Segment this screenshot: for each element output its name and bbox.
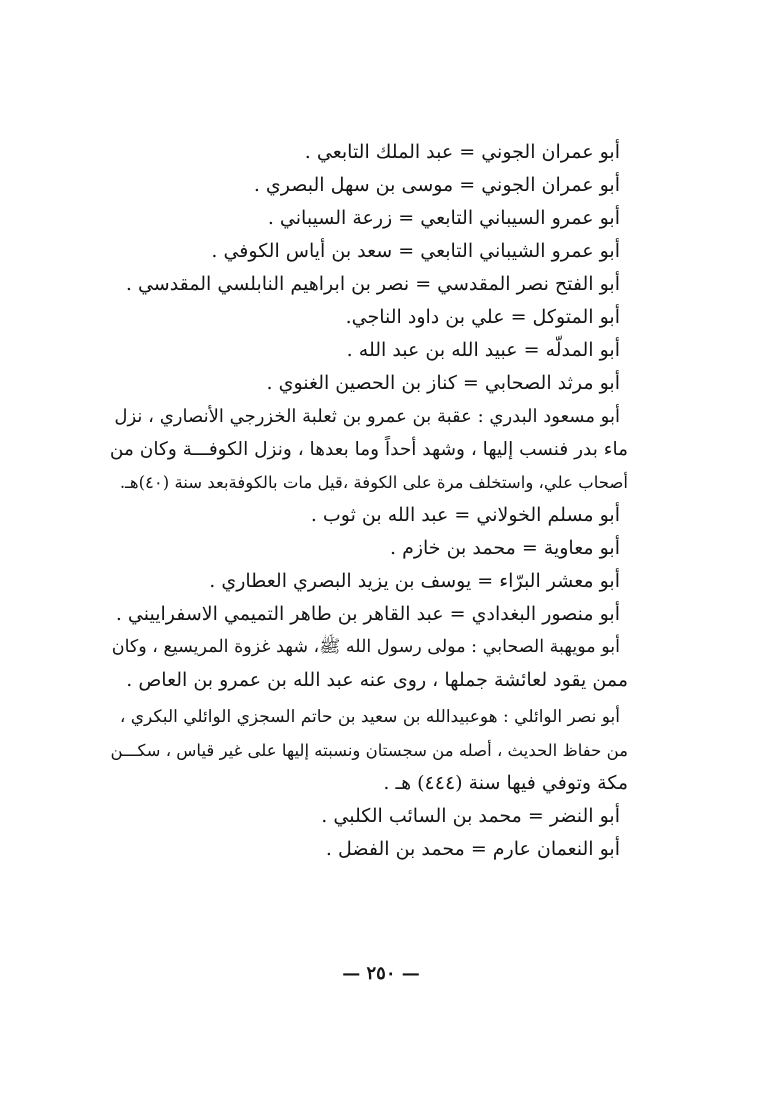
- entry-line: أبو النضر = محمد بن السائب الكلبي .: [321, 805, 620, 827]
- paragraph-line: أصحاب علي، واستخلف مرة على الكوفة ،قيل مات بالكوفةبعد سنة (٤٠)هـ.: [119, 473, 628, 492]
- entry-line: أبو معاوية = محمد بن خازم .: [390, 537, 620, 559]
- entry-line: أبو عمران الجوني = عبد الملك التابعي .: [304, 141, 620, 163]
- entry-line: أبو المدلّه = عبيد الله بن عبد الله .: [346, 339, 620, 361]
- entry-line: أبو النعمان عارم = محمد بن الفضل .: [325, 838, 620, 860]
- entry-line: أبو مسلم الخولاني = عبد الله بن ثوب .: [310, 504, 620, 526]
- entry-line: أبو مرثد الصحابي = كناز بن الحصين الغنوي .: [266, 372, 620, 394]
- paragraph-line: أبو مسعود البدري : عقبة بن عمرو بن ثعلبة الخزرجي الأنصاري ، نزل: [114, 406, 620, 427]
- paragraph-line: ماء بدر فنسب إليها ، وشهد أحداً وما بعدها ، ونزل الكوفـــة وكان من: [109, 439, 628, 460]
- paragraph-line: من حفاظ الحديث ، أصله من سجستان ونسبته إليها على غير قياس ، سكـــن: [110, 741, 628, 760]
- paragraph-line: مكة وتوفي فيها سنة (٤٤٤) هـ .: [383, 772, 628, 794]
- paragraph-line: أبو مويهبة الصحابي : مولى رسول الله ﷺ، شهد غزوة المريسيع ، وكان: [111, 637, 620, 657]
- entry-line: أبو عمرو الشيباني التابعي = سعد بن أياس الكوفي .: [211, 240, 620, 262]
- paragraph-line: ممن يقود لعائشة جملها ، روى عنه عبد الله بن عمرو بن العاص .: [126, 669, 628, 691]
- entry-line: أبو الفتح نصر المقدسي = نصر بن ابراهيم النابلسي المقدسي .: [125, 273, 620, 295]
- page-number: — ٢٥٠ —: [342, 963, 420, 984]
- entry-line: أبو منصور البغدادي = عبد القاهر بن طاهر التميمي الاسفراييني .: [115, 603, 620, 625]
- entry-line: أبو عمران الجوني = موسى بن سهل البصري .: [253, 174, 620, 196]
- entry-line: أبو عمرو السيباني التابعي = زرعة السيباني .: [267, 207, 620, 229]
- paragraph-line: أبو نصر الوائلي : هوعبيدالله بن سعيد بن حاتم السجزي الوائلي البكري ،: [119, 707, 620, 727]
- entry-line: أبو المتوكل = علي بن داود الناجي.: [345, 306, 620, 328]
- entry-line: أبو معشر البرّاء = يوسف بن يزيد البصري العطاري .: [209, 570, 620, 592]
- index-text-block: [108, 136, 628, 866]
